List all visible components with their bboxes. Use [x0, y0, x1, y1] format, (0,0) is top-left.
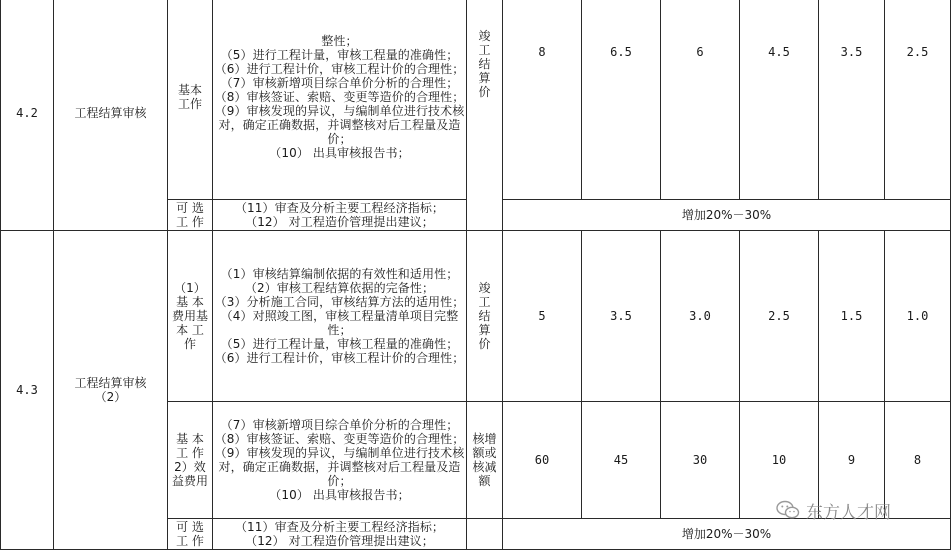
rate-cell: 1.5 — [819, 231, 885, 402]
watermark — [776, 498, 891, 522]
item-code-4-2: 4.2 — [1, 0, 54, 231]
work-items-4-3-a: （1）审核结算编制依据的有效性和适用性； （2）审核工程结算依据的完备性； （3）分析施工合同，审核结算方法的适用性； （4）对照竣工图，审核工程量清单项目完整性； （5）进行工程计量，审核工程量的准确性； （6）进行工程计价，审核工程计价的合理性； — [213, 231, 467, 402]
rate-cell: 2.5 — [885, 0, 951, 200]
fee-basis-4-2: 竣 工 结 算 价 — [467, 0, 503, 231]
optional-work-type-4-2: 可 选 工 作 — [168, 200, 213, 231]
rate-cell: 6 — [661, 0, 740, 200]
work-type-4-3-a: （1） 基 本 费用基 本 工 作 — [168, 231, 213, 402]
rate-cell: 9 — [819, 402, 885, 519]
watermark-text: 东方人才网 — [806, 502, 891, 523]
rate-cell: 3.0 — [661, 231, 740, 402]
table-row-4-2 — [1, 0, 951, 200]
optional-work-type-4-3: 可 选 工 作 — [168, 519, 213, 550]
table-row-4-3-a — [1, 231, 951, 402]
increase-note-4-2: 增加20%－30% — [503, 200, 951, 231]
fee-basis-4-3-b: 核增 额或 核减 额 — [467, 402, 503, 519]
wechat-icon — [776, 500, 800, 520]
work-items-4-2: 整性； （5）进行工程计量，审核工程量的准确性； （6）进行工程计价，审核工程计价的合理性； （7）审核新增项目综合单价分析的合理性； （8）审核签证、索赔、变更等造价的合理性； （9）审核发现的异议，与编制单位进行技术核对，确定正确数据，并调整核对后工程量及造价； （10） 出具审核报告书； — [213, 0, 467, 200]
optional-items-4-3: （11）审查及分析主要工程经济指标； （12） 对工程造价管理提出建议； — [213, 519, 467, 550]
item-code-4-3: 4.3 — [1, 231, 54, 550]
rate-cell: 45 — [582, 402, 661, 519]
rate-cell: 5 — [503, 231, 582, 402]
work-type-4-3-b: 基 本 工 作 2）效 益费用 — [168, 402, 213, 519]
rate-cell: 60 — [503, 402, 582, 519]
optional-items-4-2: （11）审查及分析主要工程经济指标； （12） 对工程造价管理提出建议； — [213, 200, 467, 231]
rate-cell: 10 — [740, 402, 819, 519]
rate-cell: 8 — [885, 402, 951, 519]
rate-cell: 1.0 — [885, 231, 951, 402]
rate-cell: 4.5 — [740, 0, 819, 200]
rate-cell: 3.5 — [819, 0, 885, 200]
work-type-4-2: 基本 工作 — [168, 0, 213, 200]
rate-cell: 8 — [503, 0, 582, 200]
item-name-4-3: 工程结算审核 （2） — [54, 231, 168, 550]
item-name-4-2: 工程结算审核 — [54, 0, 168, 231]
rate-cell: 6.5 — [582, 0, 661, 200]
rate-cell: 2.5 — [740, 231, 819, 402]
fee-basis-4-3-a: 竣 工 结 算 价 — [467, 231, 503, 402]
work-items-4-3-b: （7）审核新增项目综合单价分析的合理性； （8）审核签证、索赔、变更等造价的合理性； （9）审核发现的异议，与编制单位进行技术核对，确定正确数据，并调整核对后工程量及造价； （10） 出具审核报告书； — [213, 402, 467, 519]
empty-cell — [467, 519, 503, 550]
rate-cell: 3.5 — [582, 231, 661, 402]
rate-cell: 30 — [661, 402, 740, 519]
increase-note-4-3: 增加20%－30% — [503, 519, 951, 550]
